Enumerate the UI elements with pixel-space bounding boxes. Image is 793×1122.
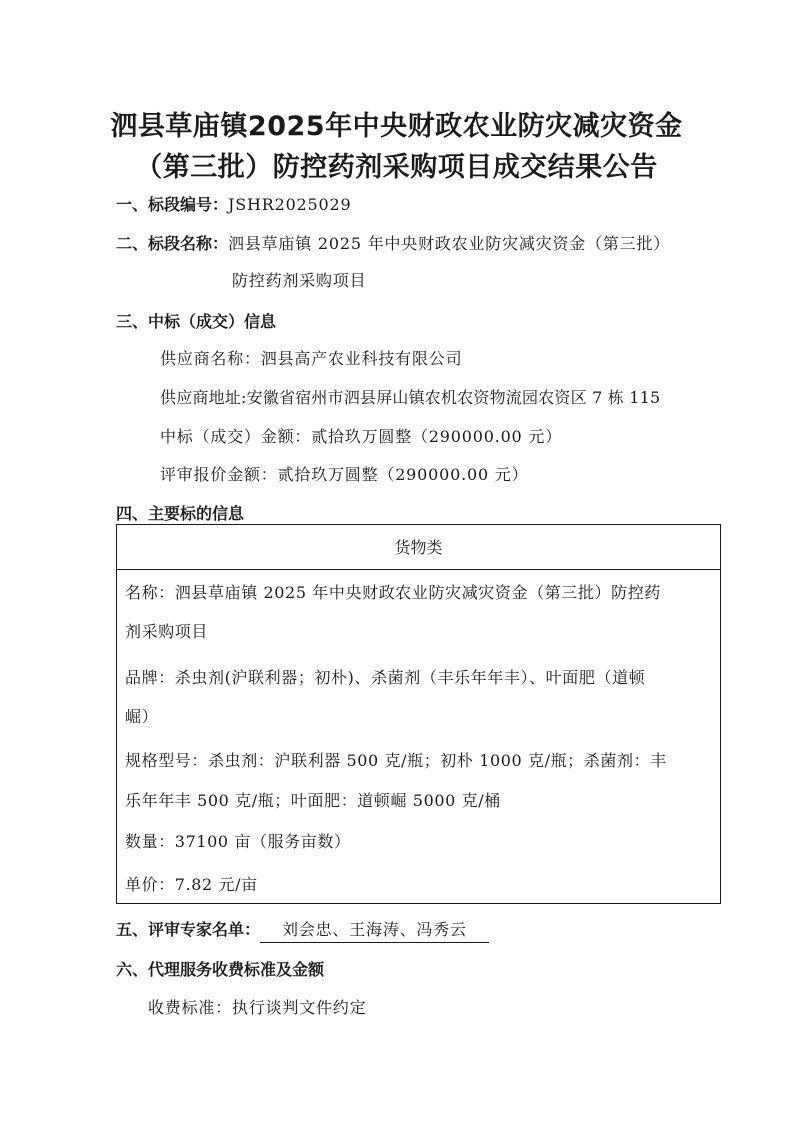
fee-standard: 收费标准：执行谈判文件约定: [148, 998, 367, 1017]
main-item-table-header: 货物类: [117, 525, 720, 570]
section-bid-name-value-line-1: 泗县草庙镇 2025 年中央财政农业防灾减灾资金（第三批）: [228, 234, 671, 253]
document-title-line-2: （第三批）防控药剂采购项目成交结果公告: [135, 152, 658, 183]
main-item-row: 剂采购项目: [125, 622, 209, 641]
award-amount: 中标（成交）金额：贰拾玖万圆整（290000.00 元）: [160, 427, 563, 446]
main-item-table: [116, 524, 721, 904]
section-main-item-heading: 四、主要标的信息: [116, 504, 245, 523]
document-title-line-1: 泗县草庙镇2025年中央财政农业防灾减灾资金: [110, 111, 683, 142]
section-bid-name-value-line-2: 防控药剂采购项目: [232, 271, 367, 290]
section-experts: [116, 919, 489, 943]
section-bid-number-label: 一、标段编号：: [116, 195, 229, 214]
expert-names: 刘会忠、王海涛、冯秀云: [260, 919, 489, 943]
main-item-row: 崛）: [125, 707, 159, 726]
section-bid-number: [116, 194, 351, 216]
main-item-row: 品牌：杀虫剂(沪联利器；初朴)、杀菌剂（丰乐年年丰）、叶面肥（道顿: [125, 668, 646, 687]
main-item-row: 单价：7.82 元/亩: [125, 875, 258, 894]
section-bid-number-value: JSHR2025029: [228, 195, 352, 214]
main-item-row: 名称：泗县草庙镇 2025 年中央财政农业防灾减灾资金（第三批）防控药: [125, 583, 661, 602]
section-award-heading: 三、中标（成交）信息: [116, 312, 277, 331]
supplier-address: 供应商地址:安徽省宿州市泗县屏山镇农机农资物流园农资区 7 栋 115: [160, 388, 661, 407]
main-item-row: 规格型号：杀虫剂：沪联利器 500 克/瓶；初朴 1000 克/瓶；杀菌剂：丰: [125, 751, 667, 770]
supplier-name: 供应商名称：泗县高产农业科技有限公司: [160, 349, 463, 368]
main-item-row: 乐年年丰 500 克/瓶；叶面肥：道顿崛 5000 克/桶: [125, 791, 501, 810]
section-bid-name-label: 二、标段名称：: [116, 234, 229, 253]
main-item-row: 数量：37100 亩（服务亩数）: [125, 832, 351, 851]
section-agency-fee-heading: 六、代理服务收费标准及金额: [116, 960, 325, 979]
section-bid-name: [116, 233, 670, 255]
quote-amount: 评审报价金额：贰拾玖万圆整（290000.00 元）: [160, 465, 529, 484]
section-experts-label: 五、评审专家名单：: [116, 920, 261, 939]
